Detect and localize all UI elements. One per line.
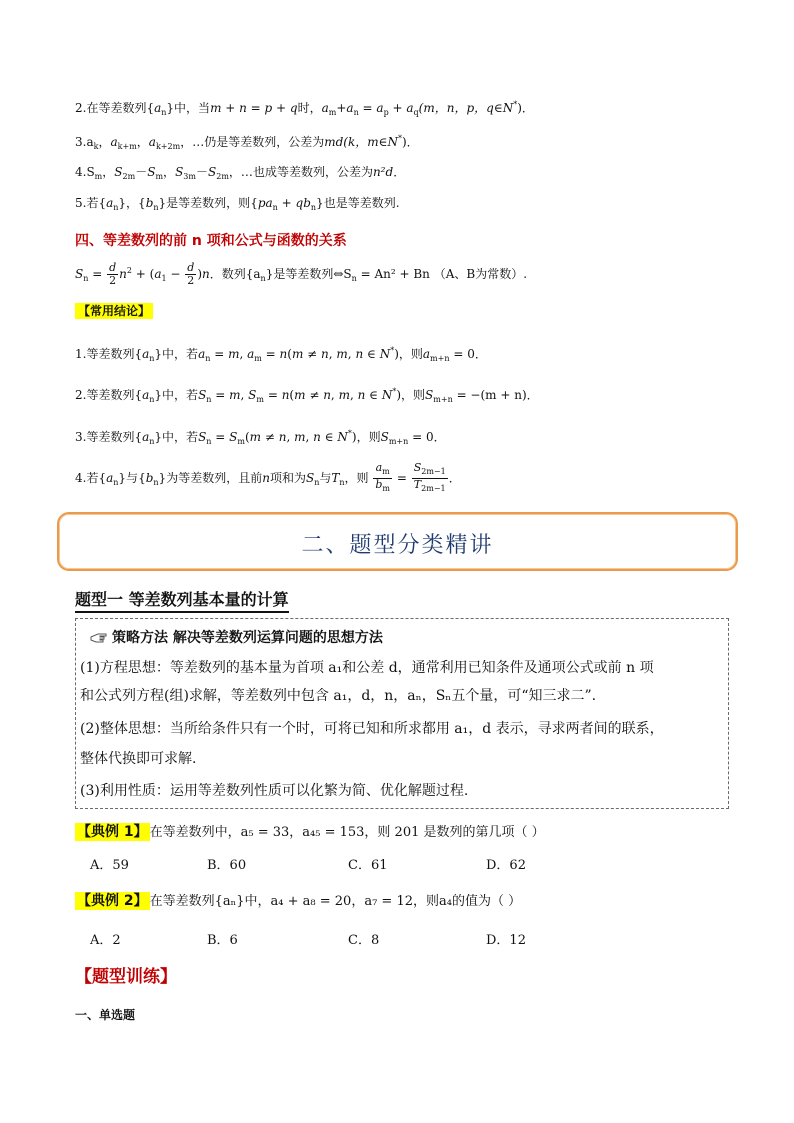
conclusion-2-prefix: 2.等差数列	[75, 388, 135, 402]
strategy-title-row	[90, 627, 383, 647]
single-choice-title: 一、单选题	[75, 1008, 136, 1022]
conclusion-1-mid: 中，若	[162, 347, 199, 361]
property-5-prefix: 5.若	[75, 196, 99, 210]
example-1-option-b[interactable]: B．60	[207, 858, 247, 873]
example-2-tag: 【典例 2】	[77, 893, 148, 909]
conclusion-4: 4.若$\{a_n\}$与$\{b_n\}$为等差数列，且前n项和为$S_n$与$T_n$，则 $\frac{a_m}{b_m}$ = $\frac{S_{2m-1}}{T_{2m-1}}$ ．	[75, 461, 461, 493]
conclusion-3-prefix: 3.等差数列	[75, 430, 135, 444]
property-4: $4.S_m$，$S_{2m}-S_m$，$S_{3m}-S_{2m}$，…也成等差数列，公差为n²d．	[75, 165, 406, 181]
property-4-prefix: 4.S	[75, 165, 95, 179]
property-2: 2.在等差数列$\{a_n\}$中，当m + n = p + q时，$a_m+a_n = a_p + a_q(m$，n，p，q∈N*)．	[75, 100, 534, 117]
property-4-end: ．	[393, 165, 406, 179]
conclusion-3-mid: 中，若	[162, 430, 199, 444]
strategy-line-3: (2)整体思想：当所给条件只有一个时，可将已知和所求都用 a₁，d 表示，寻求两者间的联系，	[80, 721, 664, 737]
conclusion-1-end: ，则	[398, 347, 423, 361]
conclusion-2: 2.等差数列$\{a_n\}$中，若$S_n = m$, $S_m = n(m \ne n$, m, n ∈ N*)，则$S_{m+n} = -(m + n)$．	[75, 387, 539, 404]
property-3-end: )．	[402, 135, 419, 149]
property-4-mid: 也成等差数列，公差为	[252, 165, 373, 179]
property-2-end: )．	[517, 101, 534, 115]
example-1-option-d[interactable]: D．62	[486, 858, 526, 873]
conclusion-1: 1.等差数列$\{a_n\}$中，若$a_n = m$, $a_m = n(m \ne n$, m, n ∈ N*)，则$a_{m+n} = 0$．	[75, 346, 487, 363]
example-2-option-c[interactable]: C．8	[348, 933, 380, 948]
ratio-a-b: $\frac{a_m}{b_m}$	[375, 461, 391, 493]
example-1-option-a[interactable]: A．59	[90, 858, 129, 873]
conclusion-3: 3.等差数列$\{a_n\}$中，若$S_n = S_m(m \ne n$, m, n ∈ N*)，则$S_{m+n} = 0$．	[75, 429, 446, 446]
property-5-mid: 是等差数列，则	[166, 196, 251, 210]
common-conclusions-tag: 【常用结论】	[75, 303, 153, 319]
strategy-title: 策略方法 解决等差数列运算问题的思想方法	[112, 630, 383, 646]
property-3: $3.a_k$，$a_{k+m}$，$a_{k+2m}$，…仍是等差数列，公差为md(k，m∈N*)．	[75, 134, 419, 151]
strategy-line-1: (1)方程思想：等差数列的基本量为首项 a₁和公差 d，通常利用已知条件及通项公式或前 n 项	[80, 660, 654, 676]
conclusion-2-mid: 中，若	[162, 388, 199, 402]
example-2-option-b[interactable]: B．6	[207, 933, 238, 948]
section-banner	[57, 512, 738, 571]
property-2-prefix: 2.在等差数列	[75, 101, 147, 115]
common-conclusions-tag-row	[75, 302, 153, 320]
conclusion-3-result: = 0．	[412, 430, 446, 444]
conclusion-1-result: = 0．	[453, 347, 487, 361]
conclusion-4-mid2: 为等差数列，且前	[166, 471, 263, 485]
conclusion-4-mid4: 与	[319, 471, 332, 485]
formula-rhs: = An² + Bn （A、B为常数）.	[360, 267, 528, 281]
hand-pointer-icon	[90, 631, 108, 643]
property-2-then: 时，	[297, 101, 322, 115]
strategy-box	[75, 618, 729, 809]
example-1-text: 在等差数列中，a₅ = 33，a₄₅ = 153，则 201 是数列的第几项（ ）	[149, 825, 545, 840]
example-2	[75, 890, 521, 910]
property-5: 5.若$\{a_n\}$，$\{b_n\}$是等差数列，则$\{pa_n + qb_n\}$也是等差数列.	[75, 196, 400, 212]
example-1-tag: 【典例 1】	[77, 824, 148, 840]
property-3-prefix: 3.a	[75, 135, 94, 149]
strategy-line-5: (3)利用性质：运用等差数列性质可以化繁为简、优化解题过程.	[80, 783, 469, 799]
section-4-heading: 四、等差数列的前 n 项和公式与函数的关系	[75, 233, 347, 249]
property-2-tail: (m，n，p，q∈N	[418, 101, 514, 115]
question-type-1-title: 题型一 等差数列基本量的计算	[75, 587, 289, 613]
example-1	[75, 821, 545, 841]
conclusion-2-end: ，则	[401, 388, 426, 402]
banner-title: 二、题型分类精讲	[301, 533, 494, 558]
formula-tail: ．数列{a	[209, 267, 261, 281]
property-2-condition: m + n = p + q	[210, 101, 298, 115]
conclusion-4-mid1: 与	[126, 471, 139, 485]
conclusion-2-result: = −(m + n)．	[456, 388, 539, 402]
example-2-option-a[interactable]: A．2	[90, 933, 121, 948]
training-title: 【题型训练】	[75, 967, 177, 987]
property-5-end: 也是等差数列.	[323, 196, 400, 210]
example-2-text: 在等差数列{aₙ}中，a₄ + a₈ = 20，a₇ = 12，则a₄的值为（ ）	[149, 894, 522, 909]
formula-equiv: }是等差数列⇔S	[265, 267, 352, 281]
strategy-line-4: 整体代换即可求解.	[80, 751, 197, 767]
property-2-mid: 中，当	[174, 101, 211, 115]
property-3-mid: 仍是等差数列，公差为	[204, 135, 325, 149]
example-1-option-c[interactable]: C．61	[348, 858, 388, 873]
ratio-s-t: $\frac{S_{2m-1}}{T_{2m-1}}$	[413, 461, 446, 493]
property-4-diff: n²d	[372, 165, 394, 179]
conclusion-4-end: ，则	[344, 471, 369, 485]
property-3-diff: md(k，m∈N	[324, 135, 398, 149]
conclusion-3-end: ，则	[356, 430, 381, 444]
strategy-line-2: 和公式列方程(组)求解，等差数列中包含 a₁，d，n，aₙ，Sₙ五个量，可“知三求二”.	[80, 688, 597, 704]
sum-function-formula: $S_n$ = $\frac{d}{2}$ $n^2 + (a_1$ − $\frac{d}{2}$ )n．数列$\{a_n\}$是等差数列$\Leftrightarrow S_n = An^2 + Bn$ （A、B为常数）.	[75, 261, 528, 287]
conclusion-4-mid3: 项和为	[269, 471, 306, 485]
conclusion-1-prefix: 1.等差数列	[75, 347, 135, 361]
example-2-option-d[interactable]: D．12	[486, 933, 526, 948]
conclusion-4-prefix: 4.若	[75, 471, 99, 485]
